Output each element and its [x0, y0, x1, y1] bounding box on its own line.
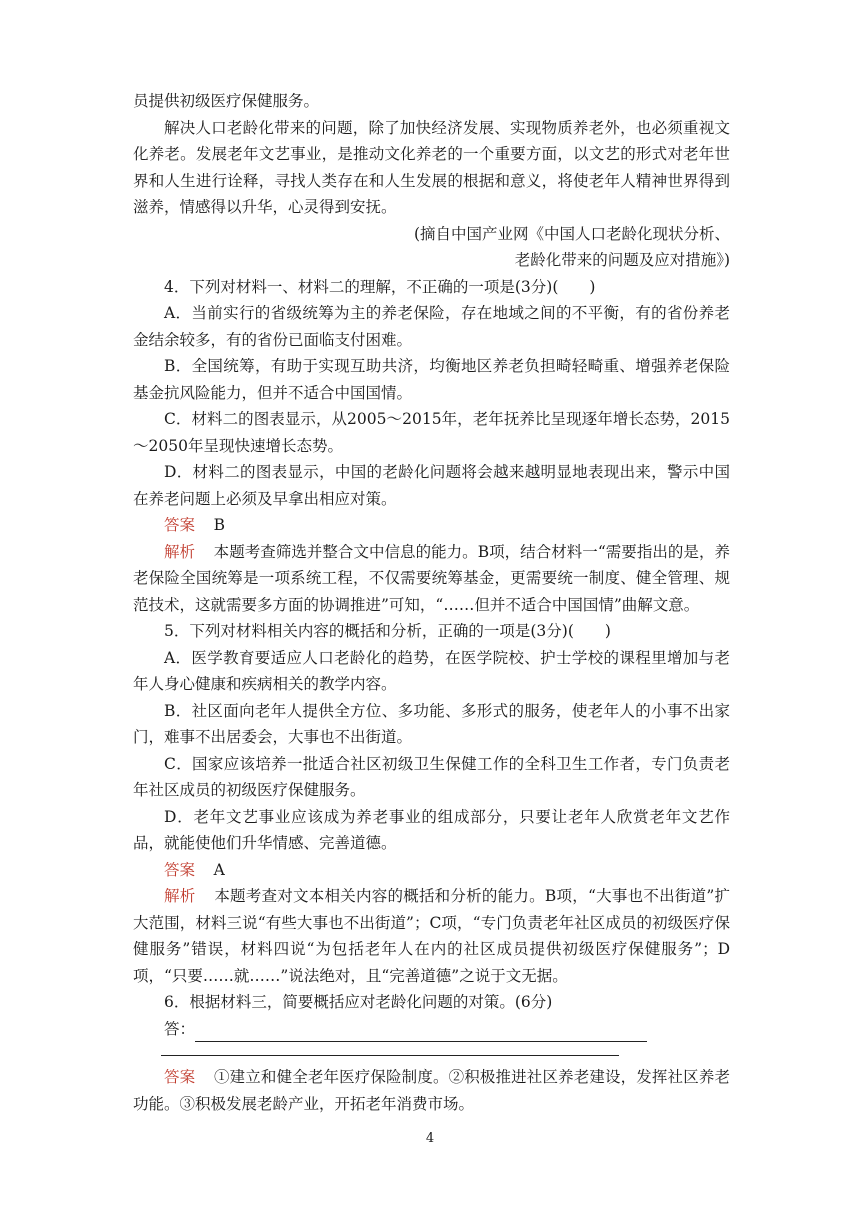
- answer-line-1: [133, 1016, 730, 1043]
- analysis-label: 解析: [164, 887, 196, 905]
- question-5-analysis: [133, 883, 730, 989]
- answer-blank-2[interactable]: [161, 1055, 619, 1056]
- question-4-answer: [133, 512, 730, 539]
- answer-value: B: [213, 516, 225, 534]
- question-4-option-b: B．全国统筹，有助于实现互助共济，均衡地区养老负担畸轻畸重、增强养老保险基金抗风险能力，但并不适合中国国情。: [133, 357, 730, 402]
- source-line-1: (摘自中国产业网《中国人口老龄化现状分析、: [413, 224, 730, 243]
- question-5-option-d: D．老年文艺事业应该成为养老事业的组成部分，只要让老年人欣赏老年文艺作品，就能使他们升华情感、完善道德。: [133, 807, 730, 852]
- answer-blank-1[interactable]: [195, 1040, 647, 1042]
- question-6-answer: [133, 1064, 730, 1117]
- source-line-2: 老龄化带来的问题及应对措施》): [514, 251, 730, 269]
- analysis-label: 解析: [164, 542, 196, 561]
- question-5-option-c: C．国家应该培养一批适合社区初级卫生保健工作的全科卫生工作者，专门负责老年社区成员的初级医疗保健服务。: [133, 754, 730, 799]
- answer-prefix: 答：: [164, 1019, 196, 1038]
- question-4-option-a: A．当前实行的省级统筹为主的养老保险，存在地域之间的不平衡，有的省份养老金结余较多，有的省份已面临支付困难。: [133, 304, 730, 349]
- question-4-stem: 4．下列对材料一、材料二的理解，不正确的一项是(3分)( ): [164, 277, 596, 296]
- question-6-answer-lines: [133, 1016, 730, 1057]
- question-4-analysis: [133, 539, 730, 619]
- question-5-option-a: A．医学教育要适应人口老龄化的趋势，在医学院校、护士学校的课程里增加与老年人身心健康和疾病相关的教学内容。: [133, 648, 730, 693]
- answer-text: ①建立和健全老年医疗保险制度。②积极推进社区养老建设，发挥社区养老功能。③积极发展老龄产业，开拓老年消费市场。: [133, 1068, 730, 1113]
- analysis-text: 本题考查筛选并整合文中信息的能力。B项，结合材料一“需要指出的是，养老保险全国统筹是一项系统工程，不仅需要统筹基金，更需要统一制度、健全管理、规范技术，这就需要多方面的协调推进”可知，“……但并不适合中国国情”曲解文意。: [133, 542, 730, 614]
- analysis-text: 本题考查对文本相关内容的概括和分析的能力。B项，“大事也不出街道”扩大范围，材料三说“有些大事也不出街道”；C项，“专门负责老年社区成员的初级医疗保健服务”错误，材料四说“为包括老年人在内的社区成员提供初级医疗保健服务”；D项，“只要……就……”说法绝对，且“完善道德”之说于文无据。: [133, 887, 730, 985]
- question-4-option-c: C．材料二的图表显示，从2005～2015年，老年抚养比呈现逐年增长态势，2015～2050年呈现快速增长态势。: [133, 410, 730, 455]
- answer-label: 答案: [164, 860, 196, 879]
- question-5-stem: 5．下列对材料相关内容的概括和分析，正确的一项是(3分)( ): [164, 622, 611, 640]
- question-6-stem: 6．根据材料三，简要概括应对老龄化问题的对策。(6分): [164, 993, 553, 1011]
- paragraph-cultural-aging: 解决人口老龄化带来的问题，除了加快经济发展、实现物质养老外，也必须重视文化养老。发展老年文艺事业，是推动文化养老的一个重要方面，以文艺的形式对老年世界和人生进行诠释，寻找人类存在和人生发展的根据和意义，将使老年人精神世界得到滋养，情感得以升华，心灵得到安抚。: [133, 118, 730, 216]
- page-content: [133, 88, 730, 1117]
- question-5-answer: [133, 857, 730, 884]
- answer-value: A: [213, 860, 225, 879]
- answer-label: 答案: [164, 516, 196, 534]
- answer-label: 答案: [164, 1068, 196, 1086]
- page-number: 4: [425, 1131, 435, 1146]
- question-4-option-d: D．材料二的图表显示，中国的老龄化问题将会越来越明显地表现出来，警示中国在养老问题上必须及早拿出相应对策。: [133, 463, 730, 508]
- question-5-option-b: B．社区面向老年人提供全方位、多功能、多形式的服务，使老年人的小事不出家门，难事不出居委会，大事也不出街道。: [133, 701, 730, 746]
- paragraph-continuation: 员提供初级医疗保健服务。: [133, 92, 320, 110]
